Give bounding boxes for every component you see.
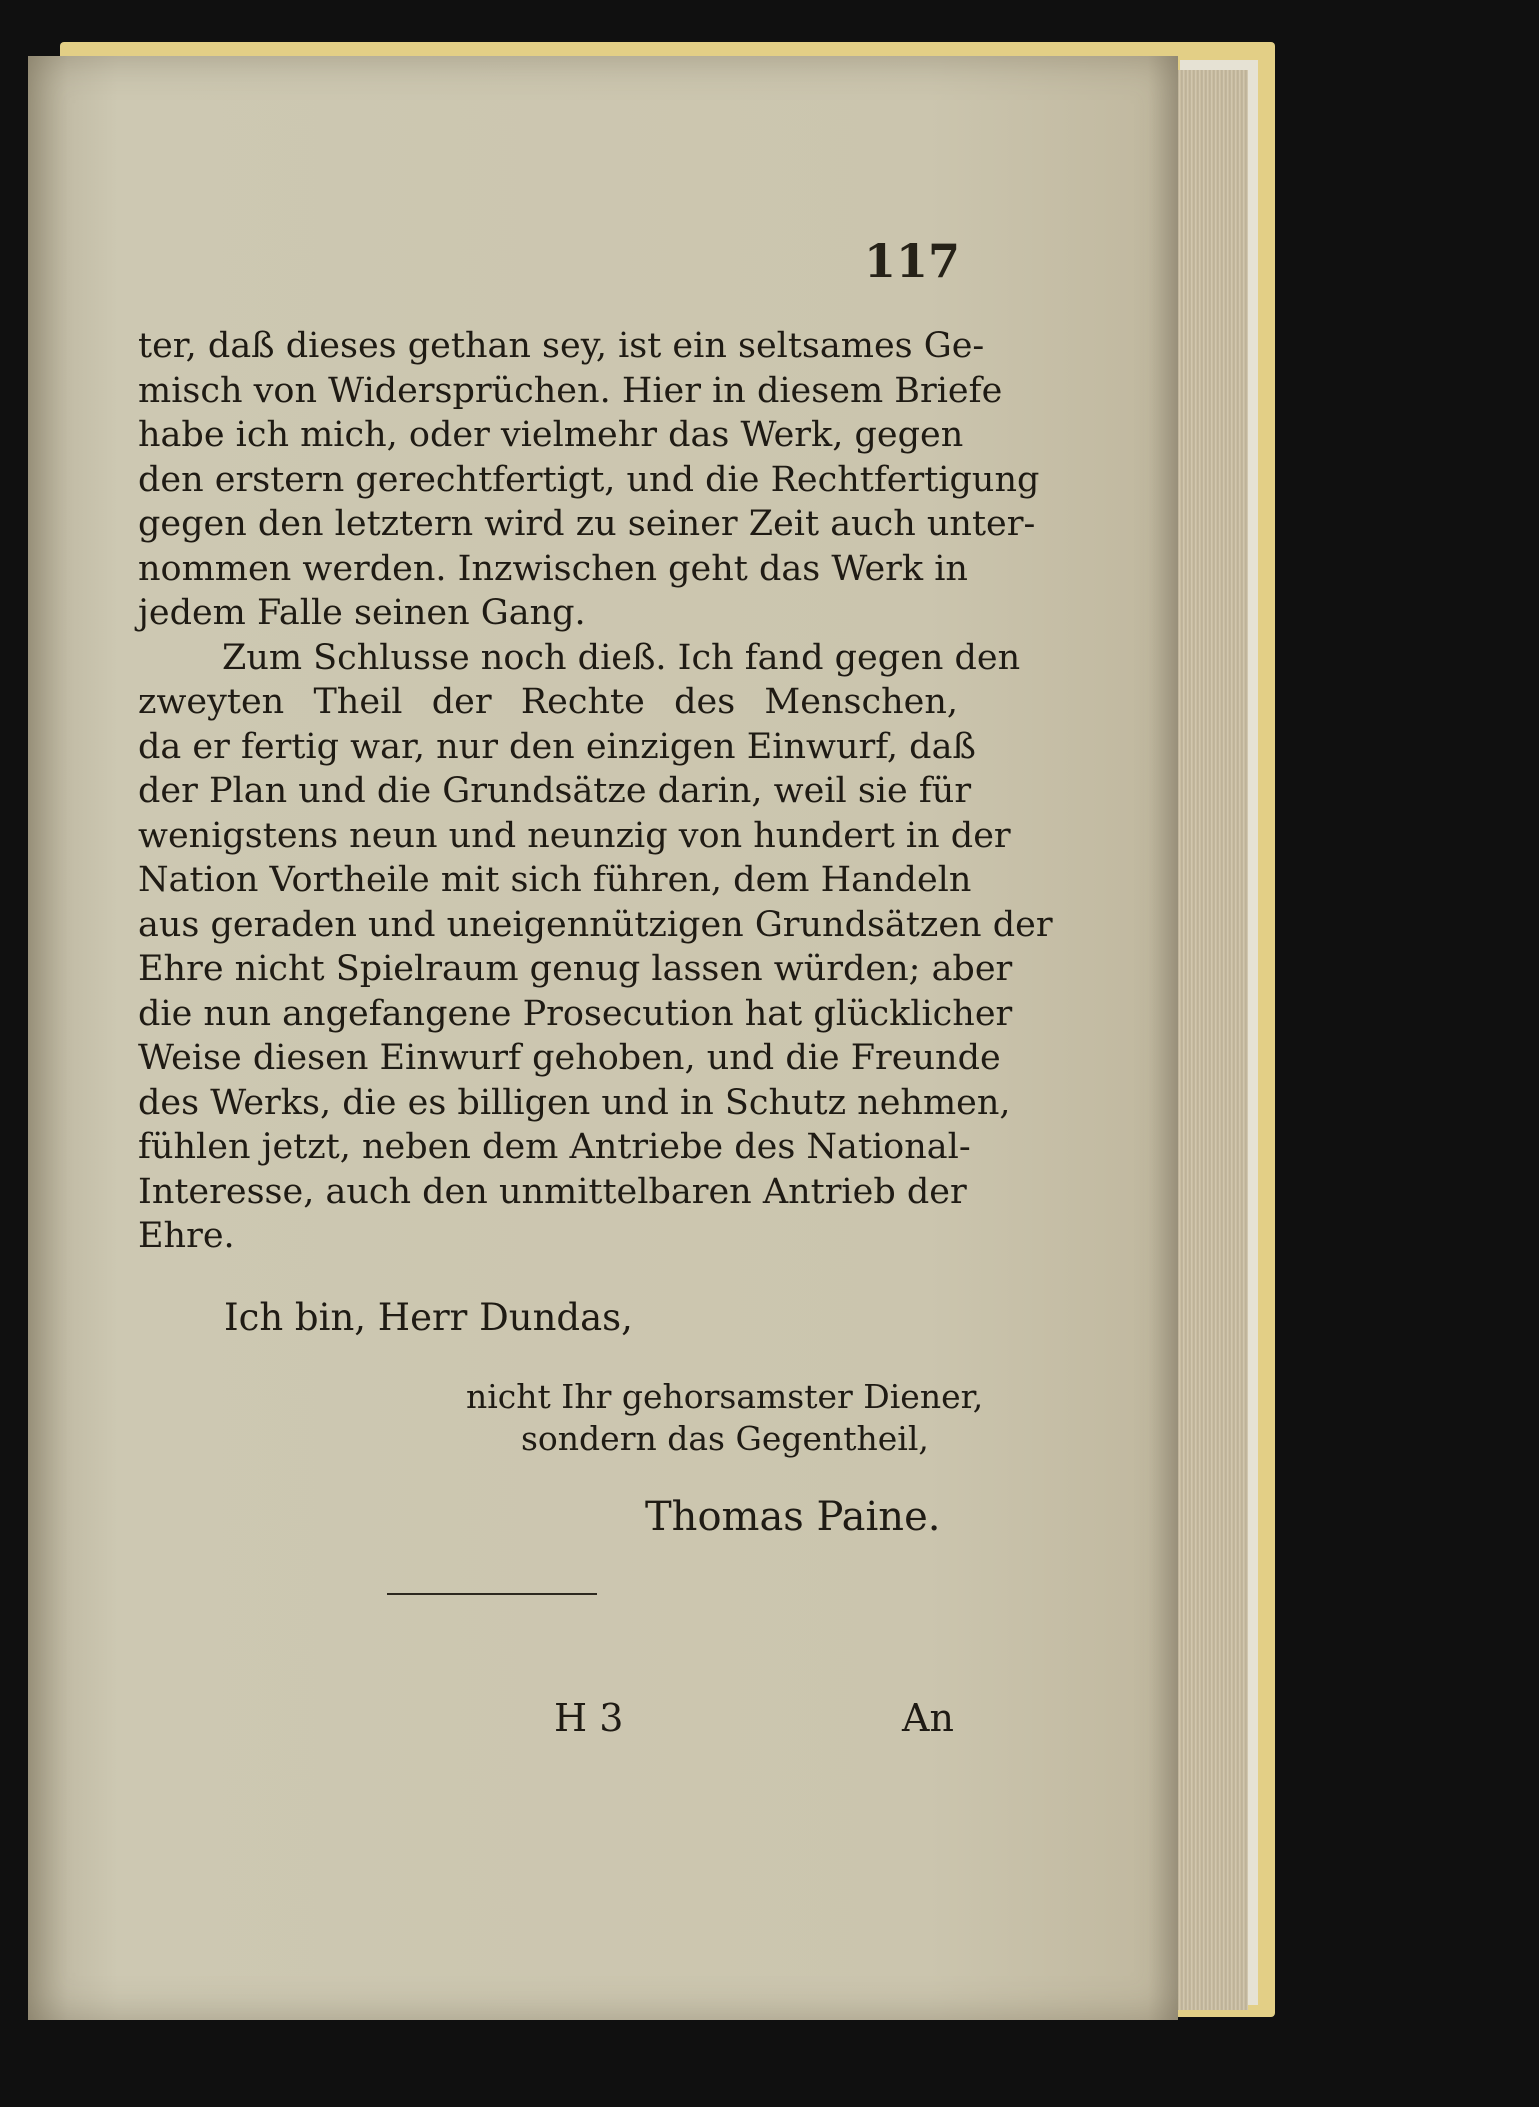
text-line: Ehre.	[138, 1216, 235, 1256]
salutation: Ich bin, Herr Dundas,	[224, 1296, 633, 1339]
signature: Thomas Paine.	[645, 1494, 941, 1540]
printer-signature-mark: H 3	[554, 1696, 624, 1740]
text-line: Weise diesen Einwurf gehoben, und die Freunde	[138, 1038, 1001, 1078]
text-line: Interesse, auch den unmittelbaren Antrieb der	[138, 1171, 967, 1212]
text-line: fühlen jetzt, neben dem Antriebe des National-	[138, 1127, 971, 1167]
text-line: des Werks, die es billigen und in Schutz nehmen,	[138, 1082, 1011, 1123]
body-text	[138, 324, 1053, 1259]
page-number: 117	[864, 234, 961, 288]
text-line: habe ich mich, oder vielmehr das Werk, gegen	[138, 415, 964, 455]
text-line: gegen den letztern wird zu seiner Zeit auch unter-	[138, 504, 1036, 544]
text-line: zweyten Theil der Rechte des Menschen,	[138, 682, 958, 722]
text-line: misch von Widersprüchen. Hier in diesem Briefe	[138, 370, 1003, 411]
text-line: die nun angefangene Prosecution hat glücklicher	[138, 993, 1013, 1034]
text-line: aus geraden und uneigennützigen Grundsätzen der	[138, 904, 1053, 945]
closing-line: nicht Ihr gehorsamster Diener,	[466, 1377, 984, 1416]
text-line: Ehre nicht Spielraum genug lassen würden; aber	[138, 949, 1013, 989]
catchword: An	[902, 1696, 954, 1740]
text-line: ter, daß dieses gethan sey, ist ein seltsames Ge-	[138, 326, 985, 366]
divider-rule	[387, 1593, 597, 1595]
closing	[466, 1376, 983, 1460]
text-line: den erstern gerechtfertigt, und die Rechtfertigung	[138, 459, 1040, 500]
text-line: da er fertig war, nur den einzigen Einwurf, daß	[138, 726, 976, 767]
text-line: wenigstens neun und neunzig von hundert in der	[138, 815, 1011, 856]
text-line: Zum Schlusse noch dieß. Ich fand gegen den	[222, 637, 1021, 678]
book-page	[28, 56, 1178, 2020]
text-line: Nation Vortheile mit sich führen, dem Handeln	[138, 860, 972, 900]
text-line: jedem Falle seinen Gang.	[138, 593, 586, 633]
text-line: nommen werden. Inzwischen geht das Werk in	[138, 548, 968, 589]
closing-line: sondern das Gegentheil,	[521, 1419, 929, 1458]
text-line: der Plan und die Grundsätze darin, weil sie für	[138, 771, 972, 811]
